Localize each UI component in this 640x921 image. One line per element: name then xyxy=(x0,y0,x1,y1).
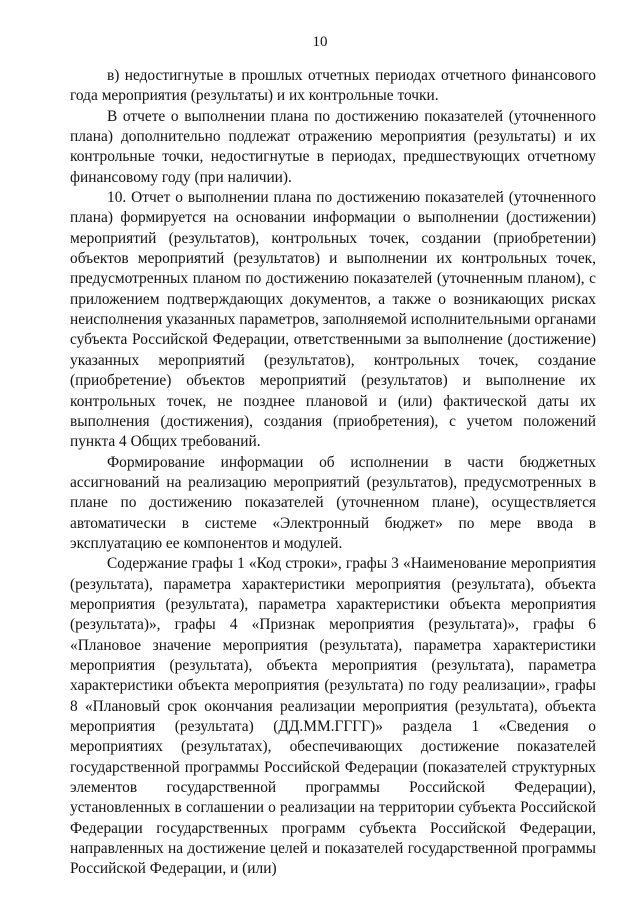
paragraph-item-v: в) недостигнутые в прошлых отчетных периодах отчетного финансового года мероприятия (результаты) и их контрольные точки. xyxy=(70,67,596,105)
page-number: 10 xyxy=(312,34,328,50)
document-body xyxy=(70,66,596,880)
paragraph-10-report-formation: 10. Отчет о выполнении плана по достижению показателей (уточненного плана) формируется на основании информации о выполнении (достижении) мероприятий (результатов), контрольных точек, создании (приобретении) объектов мероприятий (результатов) и выполнении их контрольных точек, предусмотренных планом по достижению показателей (уточненным планом), с приложением подтверждающих документов, а также о возникающих рисках неисполнения указанных параметров, заполняемой исполнительными органами субъекта Российской Федерации, ответственными за выполнение (достижение) указанных мероприятий (результатов), контрольных точек, создание (приобретение) объектов мероприятий (результатов) и выполнение их контрольных точек, не позднее плановой и (или) фактической даты их выполнения (достижения), создания (приобретения), с учетом положений пункта 4 Общих требований. xyxy=(70,189,596,451)
paragraph-columns-content: Содержание графы 1 «Код строки», графы 3 «Наименование мероприятия (результата), параметра характеристики мероприятия (результата), объекта мероприятия (результата), параметра характеристики объекта мероприятия (результата)», графы 4 «Признак мероприятия (результата)», графы 6 «Плановое значение мероприятия (результата), параметра характеристики мероприятия (результата), объекта мероприятия (результата), параметра характеристики объекта мероприятия (результата) по году реализации», графы 8 «Плановый срок окончания реализации мероприятия (результата), объекта мероприятия (результата) (ДД.ММ.ГГГГ)» раздела 1 «Сведения о мероприятиях (результатах), обеспечивающих достижение показателей государственной программы Российской Федерации (показателей структурных элементов государственной программы Российской Федерации), установленных в соглашении о реализации на территории субъекта Российской Федерации государственных программ субъекта Российской Федерации, направленных на достижение целей и показателей государственной программы Российской Федерации, и (или) xyxy=(70,555,596,878)
paragraph-budget-info: Формирование информации об исполнении в части бюджетных ассигнований на реализацию мероприятий (результатов), предусмотренных в плане по достижению показателей (уточненном плане), осуществляется автоматически в системе «Электронный бюджет» по мере ввода в эксплуатацию ее компонентов и модулей. xyxy=(70,453,596,552)
paragraph-report-additional: В отчете о выполнении плана по достижению показателей (уточненного плана) дополнительно подлежат отражению мероприятия (результаты) и их контрольные точки, недостигнутые в периодах, предшествующих отчетному финансовому году (при наличии). xyxy=(70,107,596,186)
